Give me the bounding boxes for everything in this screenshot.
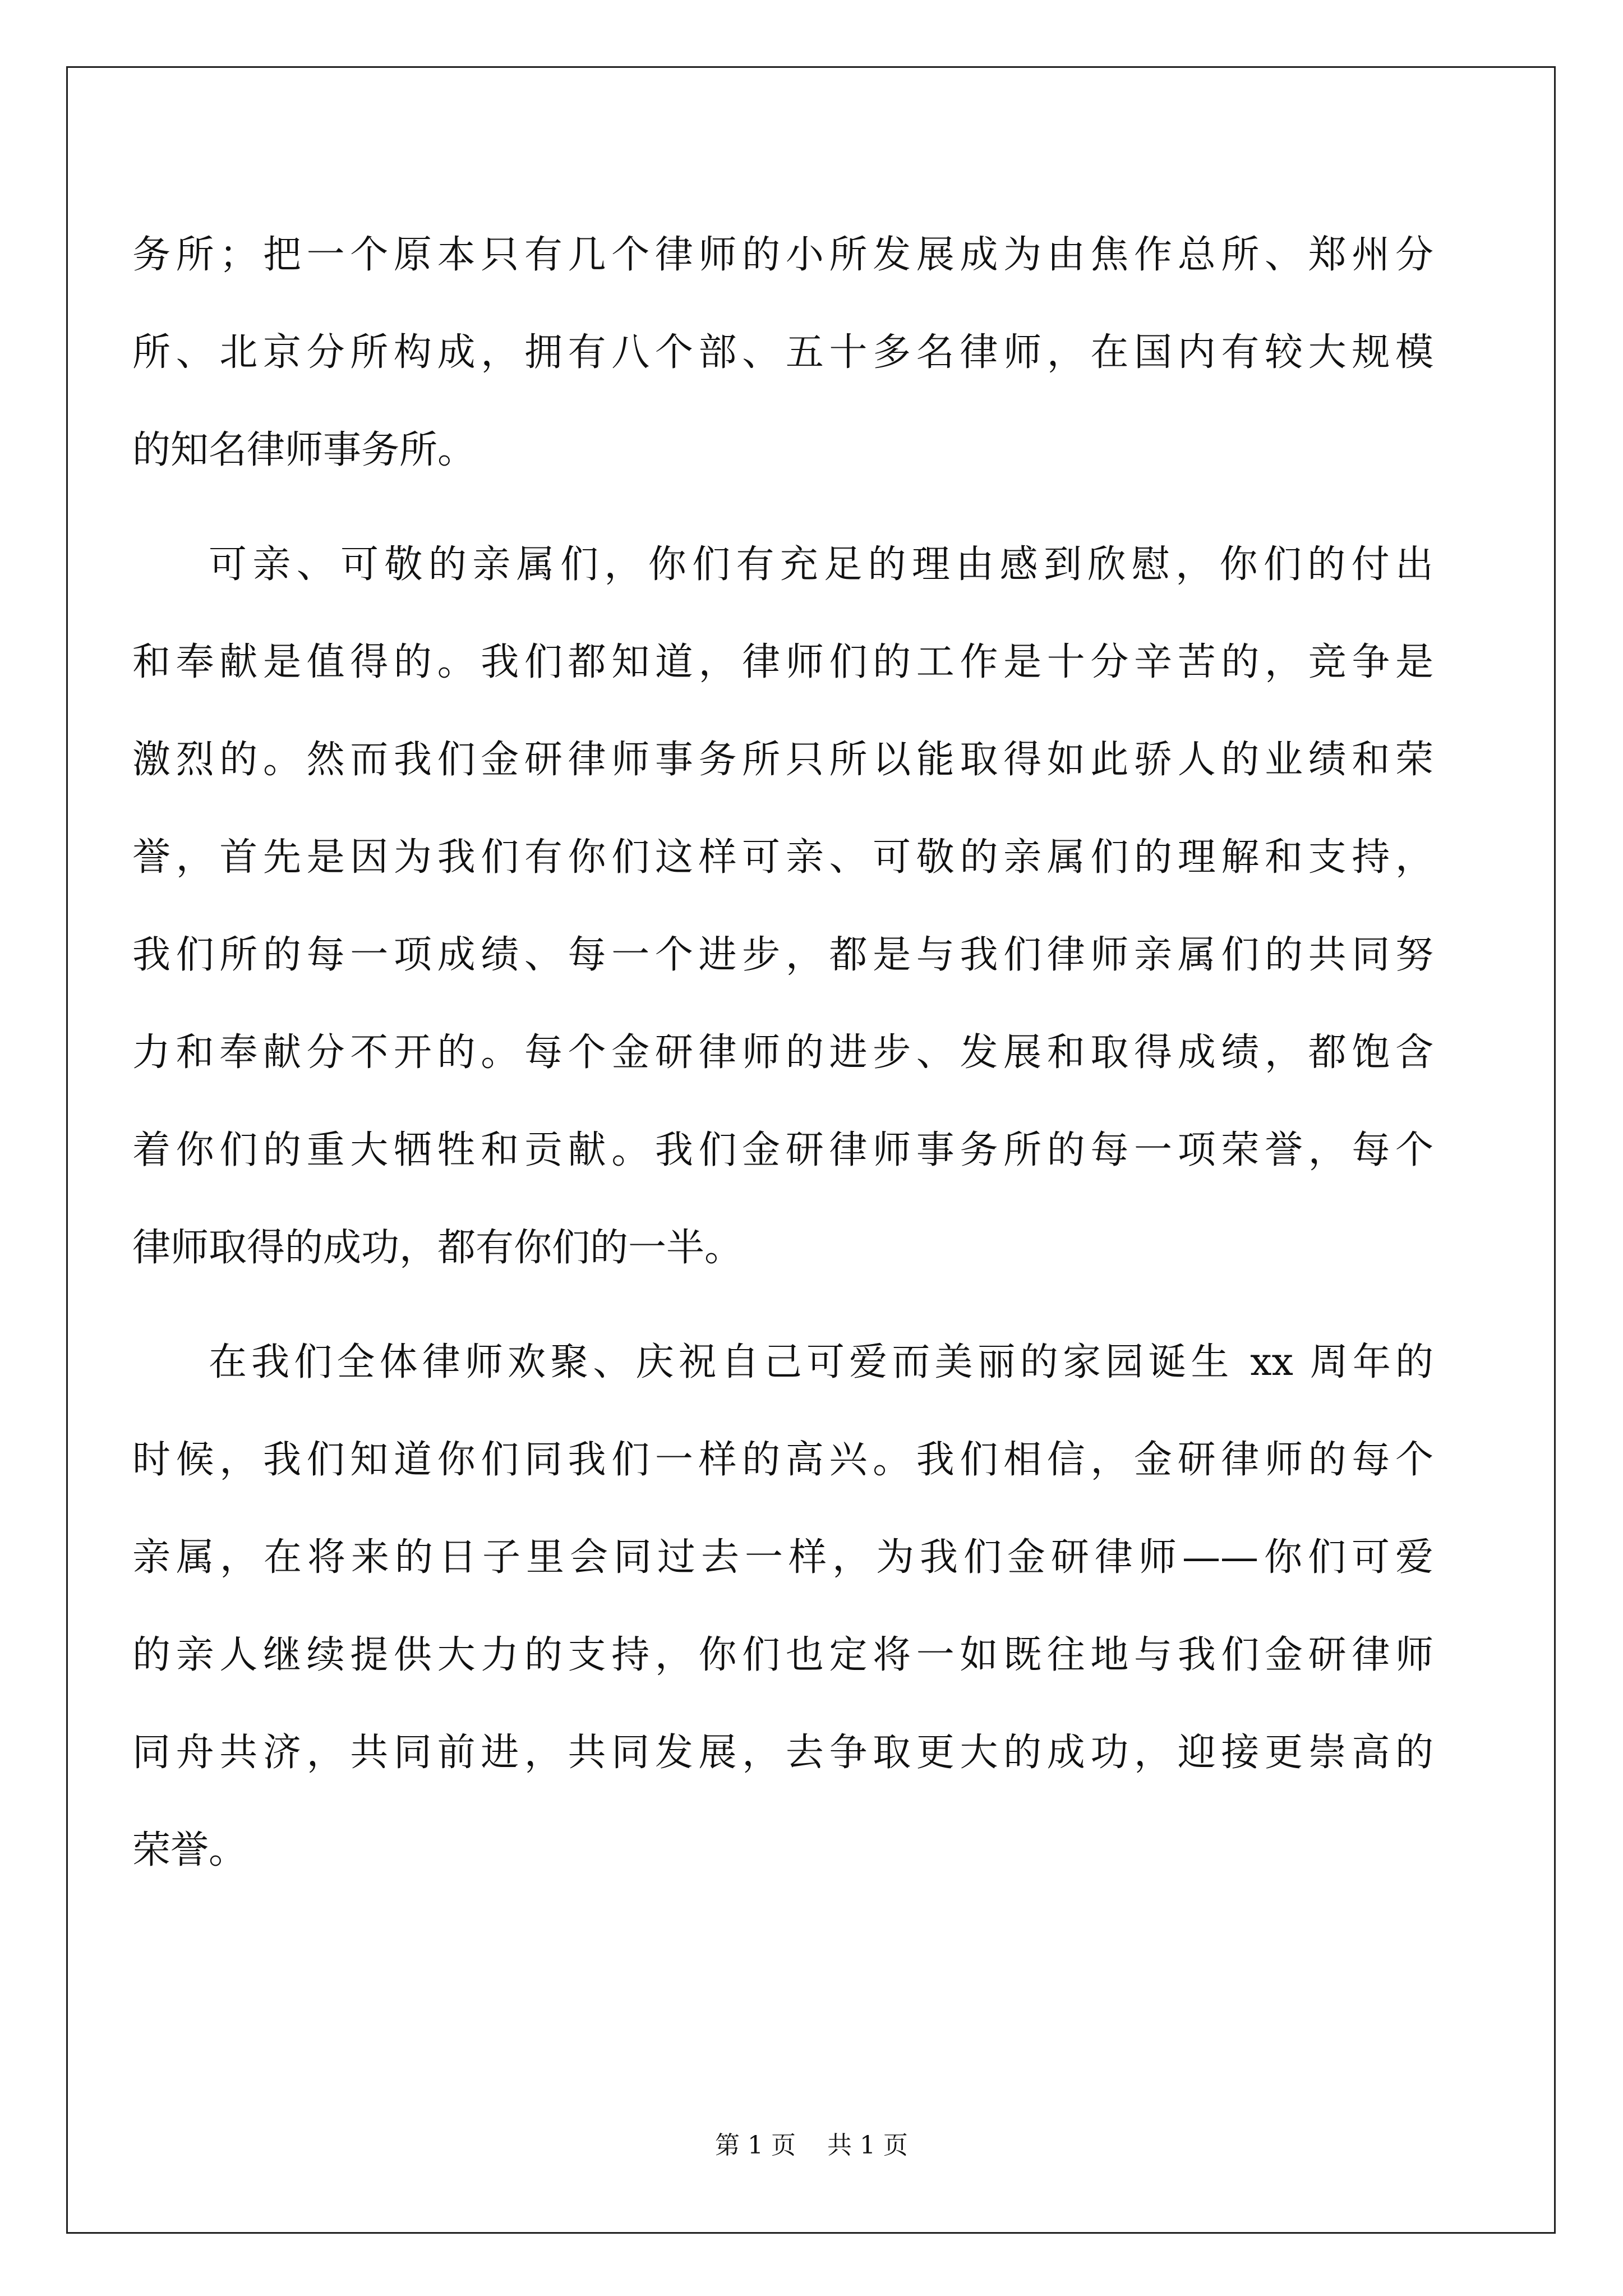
paragraph-first-line: 在我们全体律师欢聚、庆祝自己可爱而美丽的家园诞生 xx 周年的 [209,1340,1433,1384]
text-line: 我们所的每一项成绩、每一个进步，都是与我们律师亲属们的共同努 [132,933,1433,977]
text-line: 荣誉。 [132,1828,247,1872]
text-line: 激烈的。然而我们金研律师事务所只所以能取得如此骄人的业绩和荣 [132,738,1433,782]
text-line: 和奉献是值得的。我们都知道，律师们的工作是十分辛苦的，竞争是 [132,640,1433,684]
text-line: 力和奉献分不开的。每个金研律师的进步、发展和取得成绩，都饱含 [132,1030,1433,1075]
paragraph-first-line: 可亲、可敬的亲属们，你们有充足的理由感到欣慰，你们的付出 [209,542,1433,587]
text-line: 的知名律师事务所。 [132,428,476,472]
text-line: 务所；把一个原本只有几个律师的小所发展成为由焦作总所、郑州分 [132,233,1433,277]
text-line: 所、北京分所构成，拥有八个部、五十多名律师，在国内有较大规模 [132,330,1433,375]
text-line: 同舟共济，共同前进，共同发展，去争取更大的成功，迎接更崇高的 [132,1731,1433,1775]
text-line: 律师取得的成功，都有你们的一半。 [132,1226,743,1270]
text-line: 的亲人继续提供大力的支持，你们也定将一如既往地与我们金研律师 [132,1633,1433,1677]
page-number: 第 1 页 共 1 页 [715,2131,908,2160]
text-line: 亲属，在将来的日子里会同过去一样，为我们金研律师——你们可爱 [132,1535,1433,1580]
text-line: 誉，首先是因为我们有你们这样可亲、可敬的亲属们的理解和支持， [132,835,1433,880]
text-line: 着你们的重大牺牲和贡献。我们金研律师事务所的每一项荣誉，每个 [132,1128,1433,1172]
text-line: 时候，我们知道你们同我们一样的高兴。我们相信，金研律师的每个 [132,1438,1433,1482]
